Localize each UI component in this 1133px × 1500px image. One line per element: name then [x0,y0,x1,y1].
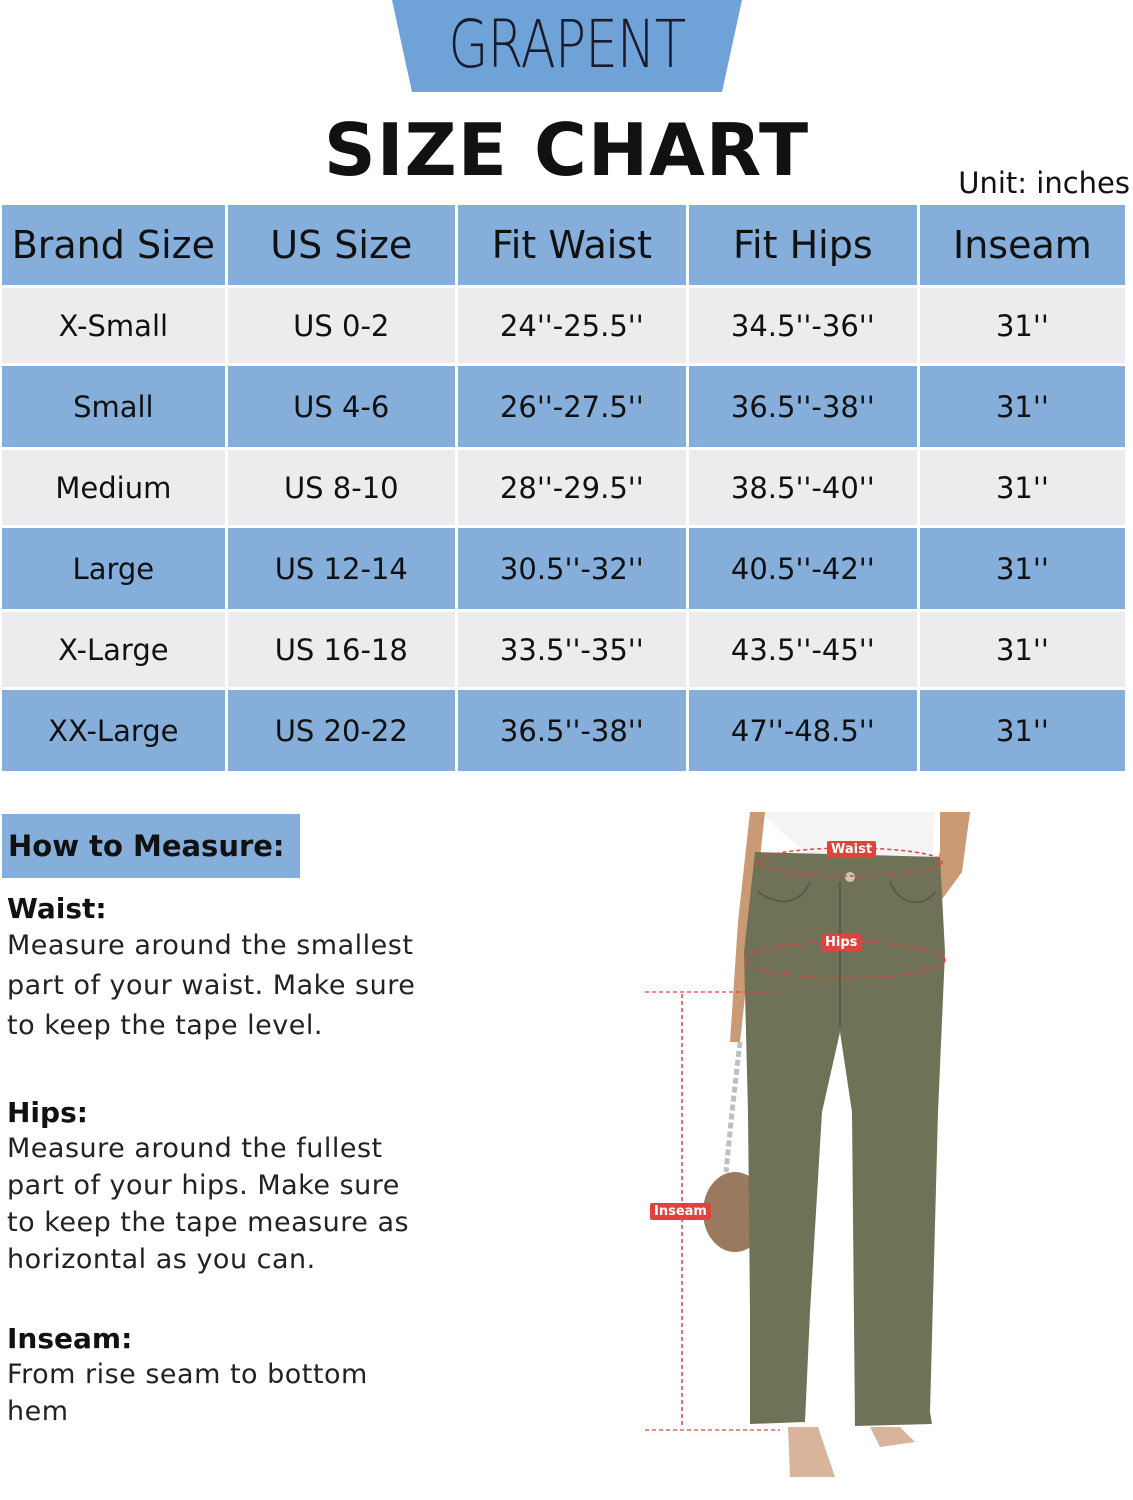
cell-fit-waist: 33.5''-35'' [458,612,686,690]
waist-title: Waist: [7,892,107,925]
cell-brand-size: Small [2,366,225,450]
inseam-line: hem [7,1396,69,1427]
table-header-row [2,205,1125,288]
cell-brand-size: XX-Large [2,690,225,774]
cell-us-size: US 0-2 [228,288,455,366]
cell-fit-hips: 38.5''-40'' [689,450,917,528]
waist-instructions [7,892,437,1046]
cell-us-size: US 12-14 [228,528,455,612]
inseam-instructions [7,1322,437,1430]
header-inseam: Inseam [920,205,1125,288]
inseam-title: Inseam: [7,1322,133,1355]
cell-fit-hips: 47''-48.5'' [689,690,917,774]
cell-inseam: 31'' [920,366,1125,450]
cell-inseam: 31'' [920,528,1125,612]
table-row [2,528,1125,612]
header-brand-size: Brand Size [2,205,225,288]
cell-us-size: US 4-6 [228,366,455,450]
cell-us-size: US 16-18 [228,612,455,690]
header-fit-hips: Fit Hips [689,205,917,288]
cell-fit-waist: 28''-29.5'' [458,450,686,528]
cell-fit-hips: 36.5''-38'' [689,366,917,450]
how-to-measure-heading: How to Measure: [2,814,300,878]
table-row [2,366,1125,450]
brand-logo: GRAPENT [448,5,686,83]
table-row [2,690,1125,774]
header-fit-waist: Fit Waist [458,205,686,288]
cell-fit-hips: 40.5''-42'' [689,528,917,612]
cell-inseam: 31'' [920,690,1125,774]
cell-inseam: 31'' [920,288,1125,366]
page-title: SIZE CHART [323,108,810,192]
inseam-line: From rise seam to bottom [7,1359,368,1390]
cell-inseam: 31'' [920,450,1125,528]
pants-figure-drawing [640,812,1033,1500]
cell-fit-waist: 24''-25.5'' [458,288,686,366]
waist-line: Measure around the smallest [7,930,414,961]
hips-line: part of your hips. Make sure [7,1170,400,1201]
brand-banner [392,0,742,92]
cell-fit-hips: 43.5''-45'' [689,612,917,690]
cell-inseam: 31'' [920,612,1125,690]
cell-us-size: US 8-10 [228,450,455,528]
unit-label: Unit: inches [958,166,1130,200]
hips-line: Measure around the fullest [7,1133,383,1164]
cell-fit-waist: 36.5''-38'' [458,690,686,774]
cell-fit-hips: 34.5''-36'' [689,288,917,366]
size-chart-table [0,205,1128,774]
cell-fit-waist: 26''-27.5'' [458,366,686,450]
hips-line: to keep the tape measure as [7,1207,410,1238]
waist-tag: Waist [827,841,876,858]
cell-us-size: US 20-22 [228,690,455,774]
waist-line: part of your waist. Make sure [7,970,416,1001]
hips-instructions [7,1096,437,1278]
cell-brand-size: Medium [2,450,225,528]
table-row [2,450,1125,528]
table-row [2,612,1125,690]
cell-brand-size: Large [2,528,225,612]
header-us-size: US Size [228,205,455,288]
table-row [2,288,1125,366]
waist-line: to keep the tape level. [7,1010,323,1041]
hips-title: Hips: [7,1096,88,1129]
inseam-tag: Inseam [650,1203,711,1220]
cell-brand-size: X-Large [2,612,225,690]
cell-brand-size: X-Small [2,288,225,366]
hips-line: horizontal as you can. [7,1244,316,1275]
hips-tag: Hips [821,934,861,951]
pants-illustration [640,812,1033,1500]
cell-fit-waist: 30.5''-32'' [458,528,686,612]
